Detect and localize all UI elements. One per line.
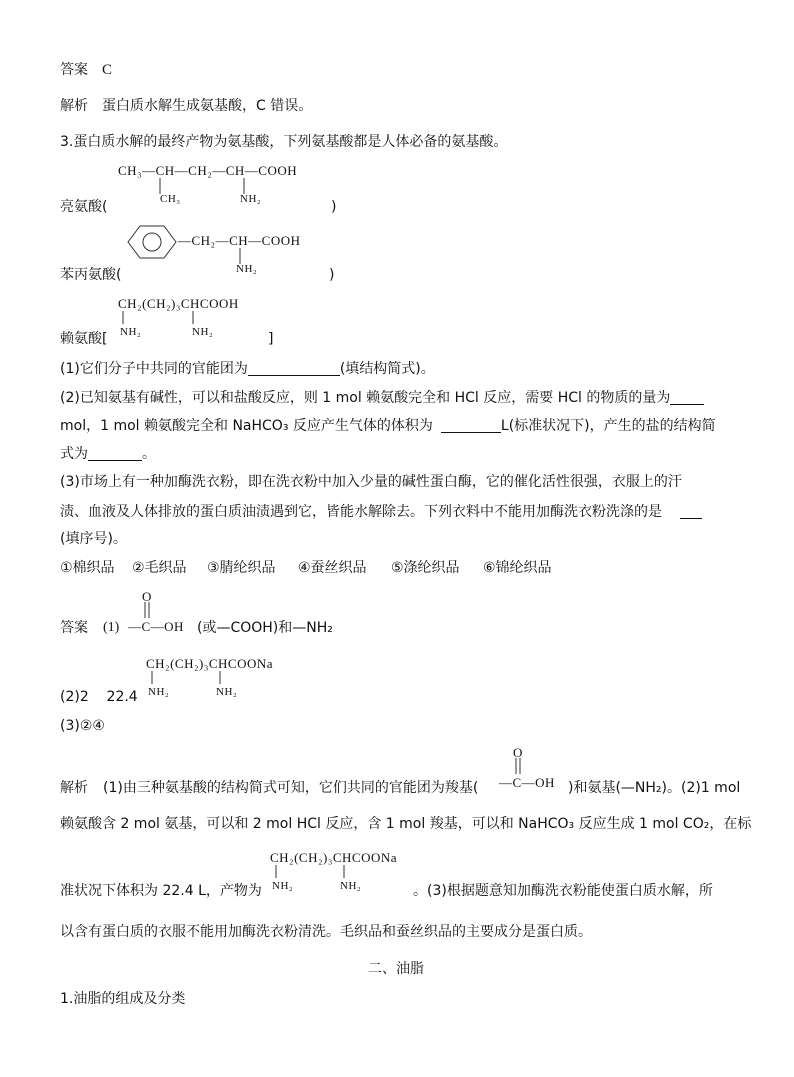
analysis-salt-bond-a bbox=[271, 865, 281, 881]
answer-label: 答案 bbox=[60, 62, 88, 78]
benzene-ring-icon bbox=[130, 224, 180, 260]
option-6: ⑥锦纶织品 bbox=[483, 560, 552, 576]
q2-line2-text-a: mol，1 mol 赖氨酸完全和 NaHCO₃ 反应产生气体的体积为 bbox=[60, 418, 433, 434]
q2-line2-text-b: L(标准状况下)，产生的盐的结构简 bbox=[500, 418, 716, 434]
q1-after: (填结构简式)。 bbox=[339, 361, 435, 377]
answer3-part1-prefix: (1) bbox=[103, 620, 120, 635]
analysis3-line4: 以含有蛋白质的衣服不能用加酶洗衣粉清洗。毛织品和蚕丝织品的主要成分是蛋白质。 bbox=[60, 924, 592, 940]
phenylalanine-name: 苯丙氨酸( bbox=[60, 267, 122, 283]
answer3-part2: (2)2 22.4 bbox=[60, 689, 138, 705]
leucine-nh2: NH₂ bbox=[240, 193, 262, 205]
lysine-bond-nh2-b bbox=[188, 311, 198, 327]
lysine-nh2-a: NH₂ bbox=[120, 326, 142, 338]
phenylalanine-close: ) bbox=[329, 267, 335, 283]
answer-salt-bond-b bbox=[215, 671, 225, 687]
answer-carboxyl-o: O bbox=[142, 589, 152, 604]
answer-salt-formula: CH₂(CH₂)₃CHCOONa bbox=[146, 656, 274, 671]
lysine-close: ] bbox=[268, 331, 274, 347]
answer3-part1-suffix: (或—COOH)和—NH₂ bbox=[197, 620, 333, 636]
analysis-carboxyl-o: O bbox=[513, 745, 523, 760]
analysis3-line3-a: 准状况下体积为 22.4 L，产物为 bbox=[60, 883, 262, 899]
option-5: ⑤涤纶织品 bbox=[391, 560, 460, 576]
q2-blank-amount[interactable] bbox=[670, 390, 704, 405]
q3-blank[interactable] bbox=[680, 504, 702, 519]
q3-line1: (3)市场上有一种加酶洗衣粉，即在洗衣粉中加入少量的碱性蛋白酶，它的催化活性很强，衣服上的汗 bbox=[60, 474, 682, 490]
q2-blank-volume[interactable] bbox=[441, 418, 501, 433]
analysis3-line1-b: )和氨基(—NH₂)。(2)1 mol bbox=[568, 780, 741, 796]
analysis-salt-nh2-b: NH₂ bbox=[340, 880, 362, 892]
analysis-salt-nh2-a: NH₂ bbox=[272, 880, 294, 892]
q1-text bbox=[60, 361, 435, 376]
answer3-part3: (3)②④ bbox=[60, 718, 105, 734]
analysis-carboxyl-oh: —C—OH bbox=[499, 775, 555, 790]
analysis-salt-formula: CH₂(CH₂)₃CHCOONa bbox=[270, 850, 398, 865]
lysine-bond-nh2-a bbox=[118, 311, 128, 327]
q3-line2-text: 渍、血液及人体排放的蛋白质油渍遇到它，皆能水解除去。下列衣料中不能用加酶洗衣粉洗涤的是 bbox=[60, 504, 662, 520]
q2-blank-salt[interactable] bbox=[88, 446, 142, 461]
analysis3-line3-b: 。(3)根据题意知加酶洗衣粉能使蛋白质水解，所 bbox=[413, 883, 713, 899]
lysine-name: 赖氨酸[ bbox=[60, 331, 108, 347]
q3-line3: (填序号)。 bbox=[60, 531, 127, 547]
q2-line3 bbox=[60, 446, 156, 461]
section-title: 二、油脂 bbox=[368, 961, 424, 977]
q2-line2 bbox=[60, 418, 716, 433]
leucine-ch3: CH₃ bbox=[160, 193, 181, 205]
analysis3-line2: 赖氨酸含 2 mol 氨基，可以和 2 mol HCl 反应，含 1 mol 羧基，可以和 NaHCO₃ 反应生成 1 mol CO₂，在标 bbox=[60, 816, 752, 832]
leucine-formula: CH₃—CH—CH₂—CH—COOH bbox=[118, 163, 298, 178]
lysine-formula: CH₂(CH₂)₃CHCOOH bbox=[118, 296, 239, 311]
q2-line3-text-a: 式为 bbox=[60, 446, 88, 462]
analysis3-line1-a: (1)由三种氨基酸的结构简式可知，它们共同的官能团为羧基( bbox=[103, 780, 479, 796]
option-3: ③腈纶织品 bbox=[207, 560, 276, 576]
analysis-text: 蛋白质水解生成氨基酸，C 错误。 bbox=[102, 98, 313, 114]
answer-carboxyl-oh: —C—OH bbox=[128, 619, 184, 634]
q3-line2 bbox=[60, 504, 702, 519]
answer-salt-bond-a bbox=[147, 671, 157, 687]
analysis-salt-bond-b bbox=[339, 865, 349, 881]
answer-value: C bbox=[102, 62, 113, 78]
answer3-label: 答案 bbox=[60, 620, 88, 636]
q1-before: (1)它们分子中共同的官能团为 bbox=[60, 361, 248, 377]
q1-blank[interactable] bbox=[248, 361, 340, 376]
answer-salt-nh2-a: NH₂ bbox=[148, 686, 170, 698]
option-4: ④蚕丝织品 bbox=[298, 560, 367, 576]
phenylalanine-formula: —CH₂—CH—COOH bbox=[178, 233, 301, 248]
leucine-name: 亮氨酸( bbox=[60, 199, 108, 215]
q2-line3-text-b: 。 bbox=[142, 446, 156, 462]
answer-salt-nh2-b: NH₂ bbox=[216, 686, 238, 698]
q2-line1-text: (2)已知氨基有碱性，可以和盐酸反应，则 1 mol 赖氨酸完全和 HCl 反应，需要 HCl 的物质的量为 bbox=[60, 390, 671, 406]
analysis3-label: 解析 bbox=[60, 780, 88, 796]
option-2: ②毛织品 bbox=[132, 560, 187, 576]
analysis-label: 解析 bbox=[60, 98, 88, 114]
leucine-close: ) bbox=[331, 199, 337, 215]
q2-line1 bbox=[60, 390, 704, 405]
option-1: ①棉织品 bbox=[60, 560, 115, 576]
phenylalanine-nh2: NH₂ bbox=[236, 263, 258, 275]
lysine-nh2-b: NH₂ bbox=[192, 326, 214, 338]
question-stem: 3.蛋白质水解的最终产物为氨基酸，下列氨基酸都是人体必备的氨基酸。 bbox=[60, 134, 508, 150]
item-heading: 1.油脂的组成及分类 bbox=[60, 991, 186, 1007]
